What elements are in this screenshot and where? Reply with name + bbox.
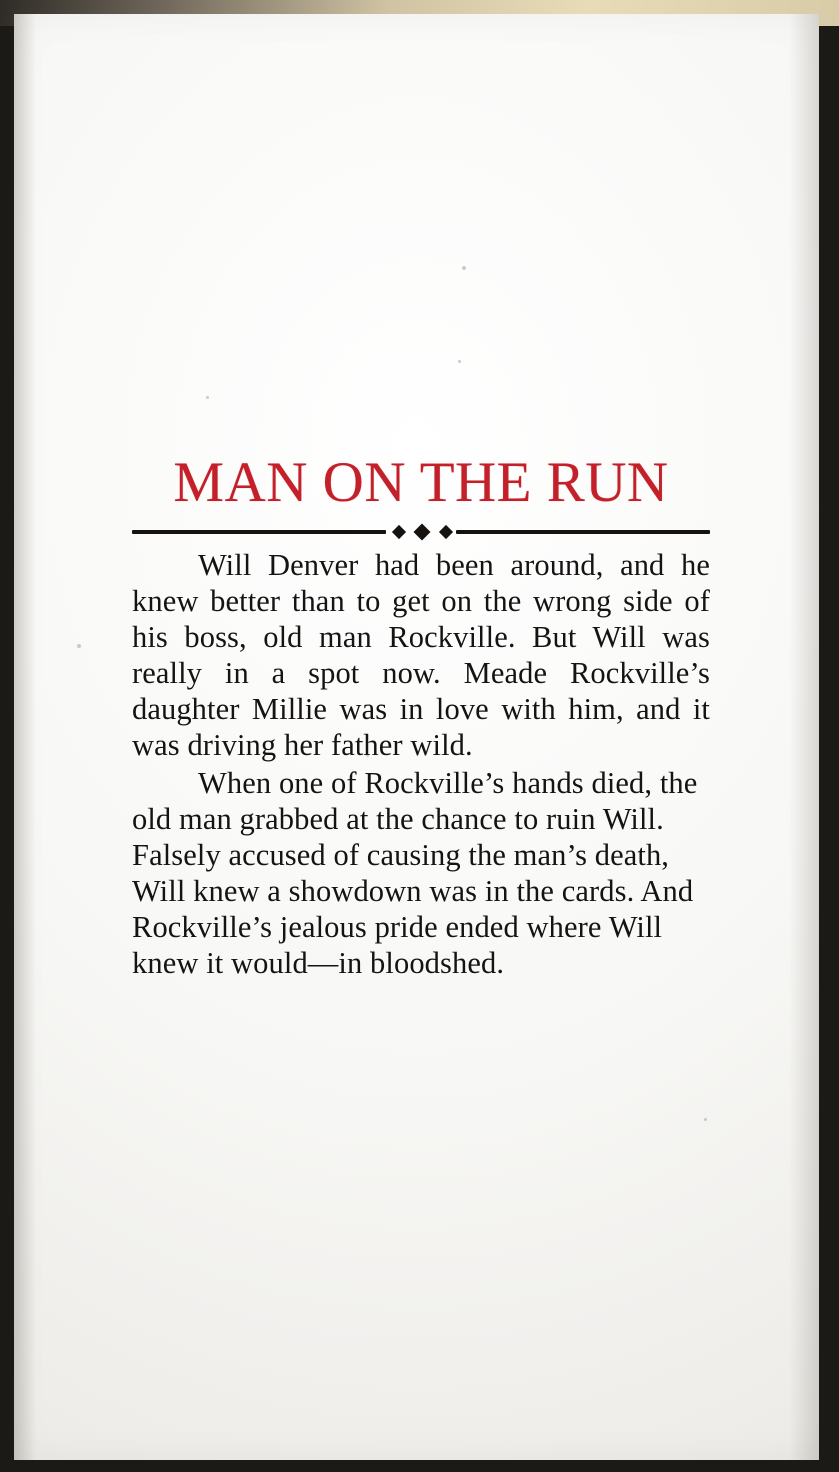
blurb-paragraph: When one of Rockville’s hands died, the old man grabbed at the chance to ruin Will. Falsely accused of causing the man’s death, Will knew a showdown was in the cards. And Rockville’s jealous pride ended where Will knew it would—in bloodshed. <box>132 766 698 980</box>
paper-speck <box>462 266 466 270</box>
paper-speck <box>704 1118 707 1121</box>
diamond-icon <box>439 525 453 539</box>
paper-speck <box>206 396 209 399</box>
blurb-block <box>132 451 710 982</box>
diamond-icon <box>392 525 406 539</box>
book-back-cover <box>14 14 819 1460</box>
diamond-icon <box>414 524 431 541</box>
divider-bar-left <box>132 530 386 534</box>
book-title: MAN ON THE RUN <box>173 451 669 514</box>
paper-speck <box>458 360 461 363</box>
blurb-paragraph: Will Denver had been around, and he knew better than to get on the wrong side of his boss, old man Rockville. But Will was really in a spot now. Meade Rockville’s daughter Millie was in love with him, and it was driving her father wild. <box>132 548 710 763</box>
blurb-text <box>132 548 710 982</box>
divider-bar-right <box>456 530 710 534</box>
paper-speck <box>77 644 81 648</box>
ornamental-divider <box>132 526 710 538</box>
